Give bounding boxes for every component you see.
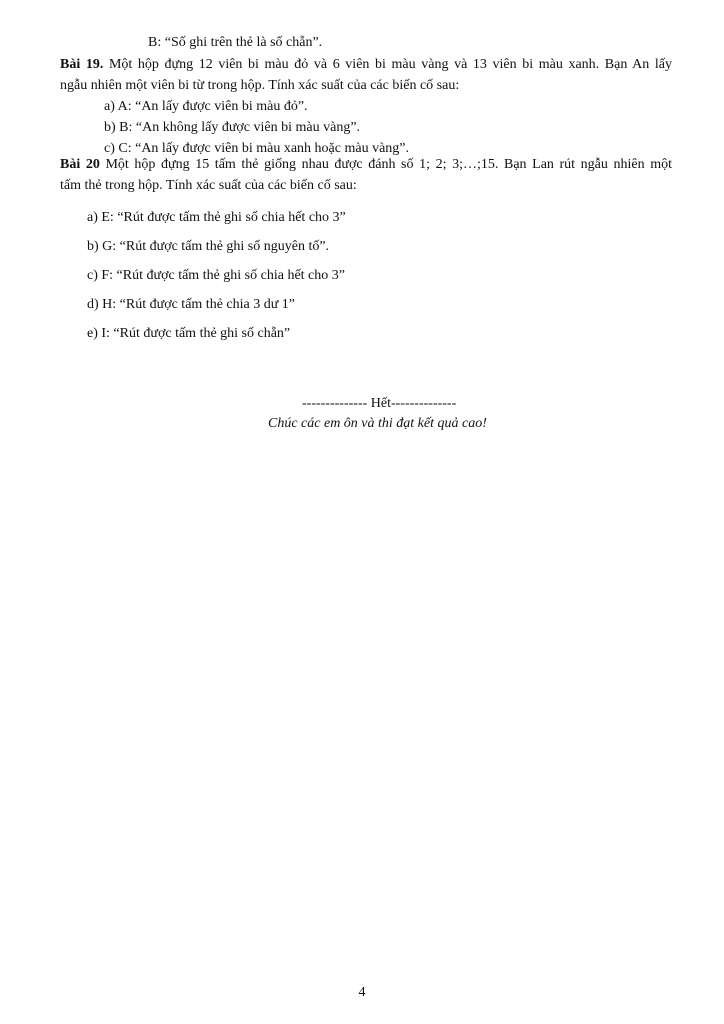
page-number: 4	[358, 985, 366, 1000]
bai20-item-b: b) G: “Rút được tấm thẻ ghi số nguyên tố”.	[87, 239, 330, 254]
event-b-line: B: “Số ghi trên thẻ là số chẵn”.	[148, 35, 323, 50]
bai20-text1: Một hộp đựng 15 tấm thẻ giống nhau được đánh số 1; 2; 3;…;15. Bạn Lan rút ngẫu nhiên một	[99, 157, 672, 172]
bai19-item-b: b) B: “An không lấy được viên bi màu vàng”.	[104, 120, 361, 135]
bai19-line1	[60, 56, 672, 74]
bai20-line2: tấm thẻ trong hộp. Tính xác suất của các biến cố sau:	[60, 178, 357, 193]
bai19-line2: ngẫu nhiên một viên bi từ trong hộp. Tính xác suất của các biến cố sau:	[60, 78, 460, 93]
bai19-item-a: a) A: “An lấy được viên bi màu đỏ”.	[104, 99, 308, 114]
end-mark: -------------- Hết--------------	[302, 396, 457, 411]
closing-wish: Chúc các em ôn và thi đạt kết quả cao!	[268, 416, 487, 431]
bai19-text1: Một hộp đựng 12 viên bi màu đỏ và 6 viên bi màu vàng và 13 viên bi màu xanh. Bạn An lấy	[103, 57, 672, 72]
bai20-item-a: a) E: “Rút được tấm thẻ ghi số chia hết cho 3”	[87, 210, 346, 225]
bai20-item-c: c) F: “Rút được tấm thẻ ghi số chia hết cho 3”	[87, 268, 345, 283]
bai20-item-d: d) H: “Rút được tấm thẻ chia 3 dư 1”	[87, 297, 296, 312]
bai19-item-c: c) C: “An lấy được viên bi màu xanh hoặc màu vàng”.	[104, 141, 410, 156]
bai20-label: Bài 20	[60, 157, 100, 172]
bai19-label: Bài 19.	[60, 57, 104, 72]
bai20-line1	[60, 156, 672, 174]
bai20-item-e: e) I: “Rút được tấm thẻ ghi số chẵn”	[87, 326, 291, 341]
